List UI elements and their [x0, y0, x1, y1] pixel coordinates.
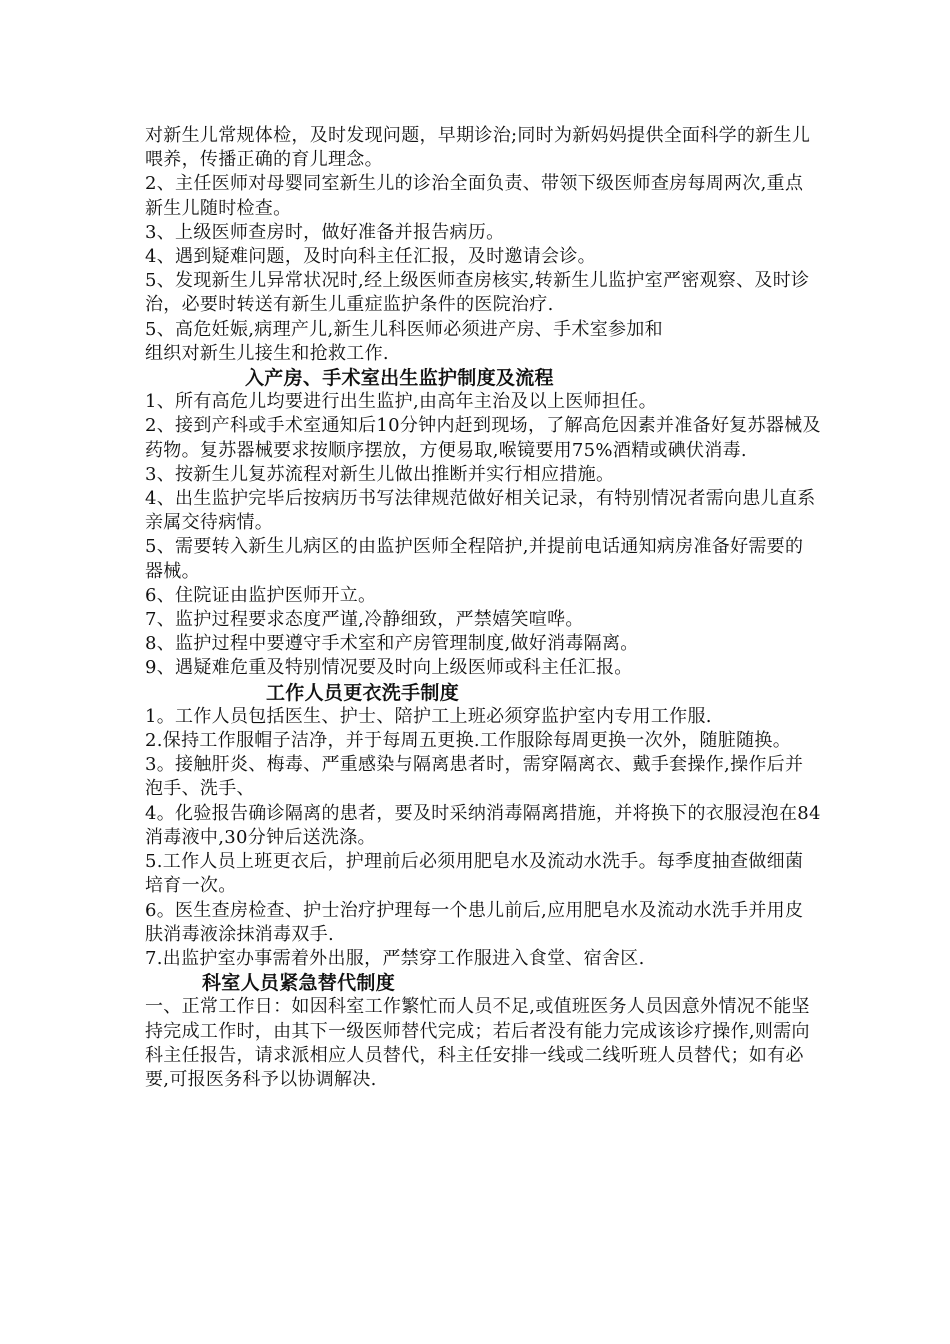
intro-paragraph-6: 5、高危妊娠,病理产儿,新生儿科医师必须进产房、手术室参加和: [145, 318, 663, 340]
section2-item-4: 4。化验报告确诊隔离的患者，要及时采纳消毒隔离措施，并将换下的衣服浸泡在84消毒液中,30分钟后送洗涤。: [145, 802, 821, 848]
intro-paragraph-1: 对新生儿常规体检，及时发现问题，早期诊治;同时为新妈妈提供全面科学的新生儿喂养，传播正确的育儿理念。: [145, 125, 811, 171]
section1-item-7: 7、监护过程要求态度严谨,冷静细致，严禁嬉笑喧哗。: [145, 609, 584, 631]
section1-item-1: 1、所有高危儿均要进行出生监护,由高年主治及以上医师担任。: [145, 391, 657, 413]
document-page: [145, 124, 821, 1092]
section1-item-2: 2、接到产科或手术室通知后10分钟内赶到现场，了解高危因素并准备好复苏器械及药物。复苏器械要求按顺序摆放，方便易取,喉镜要用75%酒精或碘伏消毒.: [145, 415, 821, 461]
section2-item-3: 3。接触肝炎、梅毒、严重感染与隔离患者时，需穿隔离衣、戴手套操作,操作后并泡手、洗手、: [145, 754, 804, 800]
section1-item-4: 4、出生监护完毕后按病历书写法律规范做好相关记录，有特别情况者需向患儿直系亲属交待病情。: [145, 488, 816, 534]
intro-paragraph-4: 4、遇到疑难问题，及时向科主任汇报，及时邀请会诊。: [145, 246, 596, 268]
section1-item-3: 3、按新生儿复苏流程对新生儿做出推断并实行相应措施。: [145, 463, 615, 485]
section3-item-1: 一、正常工作日：如因科室工作繁忙而人员不足,或值班医务人员因意外情况不能坚持完成工作时，由其下一级医师替代完成；若后者没有能力完成该诊疗操作,则需向科主任报告，请求派相应人员替代，科主任安排一线或二线听班人员替代；如有必要,可报医务科予以协调解决.: [145, 996, 810, 1090]
section-heading-gowning-handwashing: 工作人员更衣洗手制度: [266, 681, 460, 704]
section1-item-9: 9、遇疑难危重及特别情况要及时向上级医师或科主任汇报。: [145, 657, 633, 679]
section2-item-7: 7.出监护室办事需着外出服，严禁穿工作服进入食堂、宿舍区.: [145, 947, 645, 969]
section1-item-5: 5、需要转入新生儿病区的由监护医师全程陪护,并提前电话通知病房准备好需要的器械。: [145, 536, 804, 582]
intro-paragraph-5: 5、发现新生儿异常状况时,经上级医师查房核实,转新生儿监护室严密观察、及时诊治，必要时转送有新生儿重症监护条件的医院治疗.: [145, 270, 810, 316]
intro-paragraph-7: 组织对新生儿接生和抢救工作.: [145, 342, 389, 364]
section1-item-6: 6、住院证由监护医师开立。: [145, 584, 377, 606]
intro-paragraph-3: 3、上级医师查房时，做好准备并报告病历。: [145, 221, 505, 243]
section-heading-delivery-monitoring: 入产房、手术室出生监护制度及流程: [245, 367, 554, 390]
section1-item-8: 8、监护过程中要遵守手术室和产房管理制度,做好消毒隔离。: [145, 633, 639, 655]
section2-item-1: 1。工作人员包括医生、护士、陪护工上班必须穿监护室内专用工作服.: [145, 705, 712, 727]
section2-item-5: 5.工作人员上班更衣后，护理前后必须用肥皂水及流动水洗手。每季度抽查做细菌培育一次。: [145, 851, 804, 897]
section-heading-emergency-substitution: 科室人员紧急替代制度: [202, 972, 396, 995]
intro-paragraph-2: 2、主任医师对母婴同室新生儿的诊治全面负责、带领下级医师查房每周两次,重点新生儿随时检查。: [145, 173, 804, 219]
section2-item-2: 2.保持工作服帽子洁净，并于每周五更换.工作服除每周更换一次外，随脏随换。: [145, 730, 791, 752]
section2-item-6: 6。医生查房检查、护士治疗护理每一个患儿前后,应用肥皂水及流动水洗手并用皮肤消毒液涂抹消毒双手.: [145, 899, 804, 945]
